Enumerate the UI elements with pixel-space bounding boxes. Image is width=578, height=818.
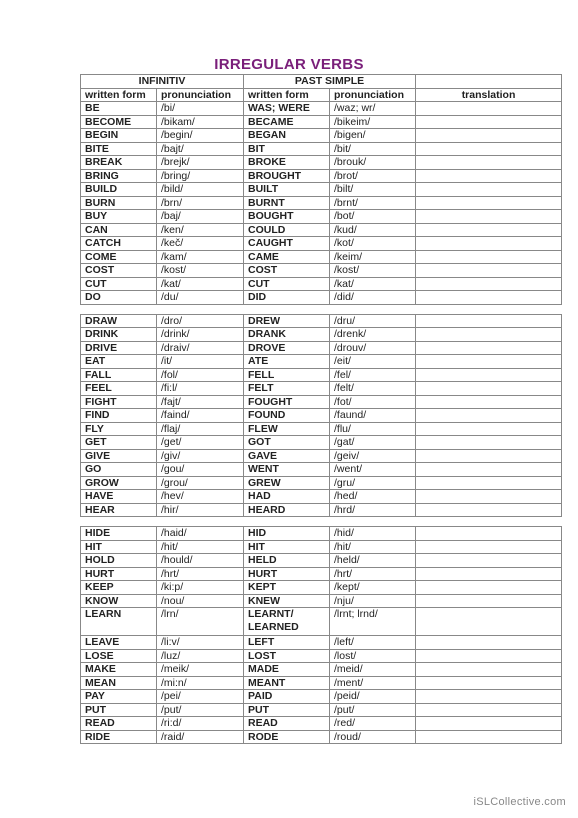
past-simple-cell: LEARNT/ LEARNED (244, 608, 330, 636)
infinitive-cell: DRAW (81, 314, 157, 328)
past-simple-cell: BROUGHT (244, 169, 330, 183)
infinitive-cell: GET (81, 436, 157, 450)
infinitive-cell: CAN (81, 223, 157, 237)
table-row (81, 277, 562, 291)
infinitive-cell: LEARN (81, 608, 157, 636)
translation-cell[interactable] (416, 527, 562, 541)
translation-cell[interactable] (416, 636, 562, 650)
infinitive-pronunciation-cell: /drink/ (157, 328, 244, 342)
past-pronunciation-cell: /put/ (330, 703, 416, 717)
translation-cell[interactable] (416, 129, 562, 143)
past-pronunciation-cell: /bilt/ (330, 183, 416, 197)
table-row (81, 314, 562, 328)
infinitive-cell: EAT (81, 355, 157, 369)
translation-cell[interactable] (416, 223, 562, 237)
infinitive-cell: CATCH (81, 237, 157, 251)
table-row (81, 156, 562, 170)
infinitive-cell: DO (81, 291, 157, 305)
translation-cell[interactable] (416, 422, 562, 436)
table-row (81, 129, 562, 143)
past-simple-cell: FELT (244, 382, 330, 396)
table-row (81, 196, 562, 210)
past-simple-cell: DRANK (244, 328, 330, 342)
separator-cell (330, 304, 416, 314)
infinitive-pronunciation-cell: /dro/ (157, 314, 244, 328)
past-pronunciation-cell: /roud/ (330, 730, 416, 744)
table-row (81, 730, 562, 744)
infinitive-cell: MEAN (81, 676, 157, 690)
past-simple-cell: GOT (244, 436, 330, 450)
table-row (81, 608, 562, 636)
infinitive-pronunciation-cell: /nou/ (157, 594, 244, 608)
past-pronunciation-cell: /brouk/ (330, 156, 416, 170)
table-row (81, 382, 562, 396)
infinitive-cell: BECOME (81, 115, 157, 129)
past-simple-cell: FELL (244, 368, 330, 382)
infinitive-pronunciation-cell: /ki:p/ (157, 581, 244, 595)
infinitive-cell: READ (81, 717, 157, 731)
infinitive-pronunciation-cell: /hrt/ (157, 567, 244, 581)
translation-header: translation (416, 88, 562, 102)
translation-cell[interactable] (416, 503, 562, 517)
translation-cell[interactable] (416, 676, 562, 690)
past-simple-cell: HIT (244, 540, 330, 554)
table-row (81, 490, 562, 504)
infinitive-cell: CUT (81, 277, 157, 291)
translation-cell[interactable] (416, 368, 562, 382)
table-row (81, 594, 562, 608)
past-simple-cell: HELD (244, 554, 330, 568)
table-row (81, 663, 562, 677)
table-row (81, 503, 562, 517)
past-pronunciation-header: pronunciation (330, 88, 416, 102)
table-row (81, 169, 562, 183)
infinitive-pronunciation-cell: /begin/ (157, 129, 244, 143)
infinitive-pronunciation-cell: /kost/ (157, 264, 244, 278)
infinitive-cell: BREAK (81, 156, 157, 170)
infinitive-cell: HEAR (81, 503, 157, 517)
translation-cell[interactable] (416, 463, 562, 477)
past-pronunciation-cell: /drenk/ (330, 328, 416, 342)
table-row (81, 183, 562, 197)
past-simple-cell: LEFT (244, 636, 330, 650)
past-pronunciation-cell: /waz; wr/ (330, 102, 416, 116)
infinitive-cell: BITE (81, 142, 157, 156)
past-pronunciation-cell: /hid/ (330, 527, 416, 541)
infinitive-pronunciation-cell: /kam/ (157, 250, 244, 264)
translation-cell[interactable] (416, 717, 562, 731)
translation-cell[interactable] (416, 250, 562, 264)
separator-cell (81, 517, 157, 527)
past-pronunciation-cell: /did/ (330, 291, 416, 305)
past-simple-cell: PUT (244, 703, 330, 717)
past-pronunciation-cell: /eit/ (330, 355, 416, 369)
table-row (81, 476, 562, 490)
translation-cell[interactable] (416, 730, 562, 744)
separator-cell (416, 517, 562, 527)
table-row (81, 540, 562, 554)
table-row (81, 409, 562, 423)
verbs-table (80, 74, 562, 744)
past-pronunciation-cell: /nju/ (330, 594, 416, 608)
infinitive-cell: BURN (81, 196, 157, 210)
table-row (81, 449, 562, 463)
translation-cell[interactable] (416, 382, 562, 396)
infinitive-cell: DRINK (81, 328, 157, 342)
past-pronunciation-cell: /red/ (330, 717, 416, 731)
past-simple-cell: HEARD (244, 503, 330, 517)
past-simple-cell: HURT (244, 567, 330, 581)
translation-cell[interactable] (416, 409, 562, 423)
table-row (81, 717, 562, 731)
past-pronunciation-cell: /kost/ (330, 264, 416, 278)
table-row (81, 649, 562, 663)
past-pronunciation-cell: /bikeim/ (330, 115, 416, 129)
past-pronunciation-cell: /hrd/ (330, 503, 416, 517)
past-simple-cell: WAS; WERE (244, 102, 330, 116)
past-simple-cell: BECAME (244, 115, 330, 129)
past-simple-cell: PAID (244, 690, 330, 704)
infinitive-cell: BUILD (81, 183, 157, 197)
infinitive-pronunciation-cell: /baj/ (157, 210, 244, 224)
separator-cell (244, 517, 330, 527)
table-row (81, 368, 562, 382)
past-pronunciation-cell: /lost/ (330, 649, 416, 663)
infinitive-pronunciation-cell: /bi/ (157, 102, 244, 116)
past-simple-cell: MADE (244, 663, 330, 677)
translation-cell[interactable] (416, 328, 562, 342)
past-simple-cell: HID (244, 527, 330, 541)
translation-cell[interactable] (416, 663, 562, 677)
past-pronunciation-cell: /hit/ (330, 540, 416, 554)
table-row (81, 703, 562, 717)
translation-cell[interactable] (416, 649, 562, 663)
separator-cell (81, 304, 157, 314)
pronunciation-header: pronunciation (157, 88, 244, 102)
infinitive-cell: COME (81, 250, 157, 264)
past-simple-cell: DID (244, 291, 330, 305)
table-row (81, 355, 562, 369)
past-simple-cell: WENT (244, 463, 330, 477)
group-separator (81, 304, 562, 314)
table-row (81, 223, 562, 237)
past-simple-cell: BEGAN (244, 129, 330, 143)
translation-cell[interactable] (416, 436, 562, 450)
past-pronunciation-cell: /went/ (330, 463, 416, 477)
past-simple-cell: COULD (244, 223, 330, 237)
past-simple-cell: CAME (244, 250, 330, 264)
infinitive-cell: LOSE (81, 649, 157, 663)
past-pronunciation-cell: /left/ (330, 636, 416, 650)
past-simple-cell: KEPT (244, 581, 330, 595)
past-simple-cell: FOUND (244, 409, 330, 423)
infinitive-pronunciation-cell: /put/ (157, 703, 244, 717)
infinitive-pronunciation-cell: /ken/ (157, 223, 244, 237)
infinitive-cell: BUY (81, 210, 157, 224)
infinitive-cell: RIDE (81, 730, 157, 744)
past-pronunciation-cell: /fot/ (330, 395, 416, 409)
infinitive-pronunciation-cell: /fajt/ (157, 395, 244, 409)
past-simple-cell: LOST (244, 649, 330, 663)
table-row (81, 102, 562, 116)
infinitive-cell: GO (81, 463, 157, 477)
infinitive-cell: HIT (81, 540, 157, 554)
group-separator (81, 517, 562, 527)
infinitive-pronunciation-cell: /pei/ (157, 690, 244, 704)
infinitive-pronunciation-cell: /keč/ (157, 237, 244, 251)
translation-cell[interactable] (416, 314, 562, 328)
past-pronunciation-cell: /kot/ (330, 237, 416, 251)
infinitive-cell: GIVE (81, 449, 157, 463)
past-simple-cell: READ (244, 717, 330, 731)
translation-spacer-cell (416, 75, 562, 89)
table-row (81, 115, 562, 129)
infinitive-pronunciation-cell: /grou/ (157, 476, 244, 490)
translation-cell[interactable] (416, 277, 562, 291)
translation-cell[interactable] (416, 196, 562, 210)
infinitive-pronunciation-cell: /raid/ (157, 730, 244, 744)
separator-cell (157, 517, 244, 527)
translation-cell[interactable] (416, 554, 562, 568)
past-pronunciation-cell: /keim/ (330, 250, 416, 264)
table-row (81, 395, 562, 409)
infinitive-cell: MAKE (81, 663, 157, 677)
infinitive-pronunciation-cell: /bild/ (157, 183, 244, 197)
infinitive-cell: FEEL (81, 382, 157, 396)
infinitive-pronunciation-cell: /meik/ (157, 663, 244, 677)
translation-cell[interactable] (416, 183, 562, 197)
translation-cell[interactable] (416, 449, 562, 463)
table-row (81, 554, 562, 568)
infinitive-cell: KNOW (81, 594, 157, 608)
translation-cell[interactable] (416, 142, 562, 156)
infinitive-cell: PUT (81, 703, 157, 717)
translation-cell[interactable] (416, 237, 562, 251)
infinitive-pronunciation-cell: /bajt/ (157, 142, 244, 156)
past-pronunciation-cell: /bot/ (330, 210, 416, 224)
infinitive-pronunciation-cell: /fol/ (157, 368, 244, 382)
past-simple-cell: HAD (244, 490, 330, 504)
past-simple-cell: FLEW (244, 422, 330, 436)
table-row (81, 291, 562, 305)
past-pronunciation-cell: /faund/ (330, 409, 416, 423)
infinitive-pronunciation-cell: /brn/ (157, 196, 244, 210)
past-pronunciation-cell: /gru/ (330, 476, 416, 490)
past-pronunciation-cell: /bit/ (330, 142, 416, 156)
infinitive-cell: FALL (81, 368, 157, 382)
translation-cell[interactable] (416, 102, 562, 116)
infinitive-cell: HIDE (81, 527, 157, 541)
past-written-form-header: written form (244, 88, 330, 102)
infinitive-pronunciation-cell: /get/ (157, 436, 244, 450)
separator-cell (330, 517, 416, 527)
past-pronunciation-cell: /drouv/ (330, 341, 416, 355)
past-pronunciation-cell: /brnt/ (330, 196, 416, 210)
past-simple-cell: MEANT (244, 676, 330, 690)
translation-cell[interactable] (416, 567, 562, 581)
infinitive-pronunciation-cell: /bikam/ (157, 115, 244, 129)
past-pronunciation-cell: /meid/ (330, 663, 416, 677)
translation-cell[interactable] (416, 355, 562, 369)
translation-cell[interactable] (416, 690, 562, 704)
past-pronunciation-cell: /dru/ (330, 314, 416, 328)
written-form-header: written form (81, 88, 157, 102)
table-row (81, 422, 562, 436)
past-simple-cell: KNEW (244, 594, 330, 608)
infinitive-cell: BEGIN (81, 129, 157, 143)
infinitive-cell: HAVE (81, 490, 157, 504)
translation-cell[interactable] (416, 169, 562, 183)
table-row (81, 527, 562, 541)
infinitive-pronunciation-cell: /giv/ (157, 449, 244, 463)
infinitive-cell: COST (81, 264, 157, 278)
infinitive-cell: BRING (81, 169, 157, 183)
infinitive-cell: FIGHT (81, 395, 157, 409)
infinitive-pronunciation-cell: /ri:d/ (157, 717, 244, 731)
table-row (81, 463, 562, 477)
table-row (81, 581, 562, 595)
table-row (81, 567, 562, 581)
past-simple-header: PAST SIMPLE (244, 75, 416, 89)
table-row (81, 436, 562, 450)
past-simple-cell: DROVE (244, 341, 330, 355)
infinitive-pronunciation-cell: /gou/ (157, 463, 244, 477)
past-pronunciation-cell: /kat/ (330, 277, 416, 291)
separator-cell (244, 304, 330, 314)
infinitive-pronunciation-cell: /bring/ (157, 169, 244, 183)
past-simple-cell: BIT (244, 142, 330, 156)
infinitiv-header: INFINITIV (81, 75, 244, 89)
translation-cell[interactable] (416, 341, 562, 355)
infinitive-cell: BE (81, 102, 157, 116)
past-simple-cell: RODE (244, 730, 330, 744)
past-pronunciation-cell: /ment/ (330, 676, 416, 690)
past-pronunciation-cell: /flu/ (330, 422, 416, 436)
infinitive-pronunciation-cell: /brejk/ (157, 156, 244, 170)
past-simple-cell: ATE (244, 355, 330, 369)
past-pronunciation-cell: /bigen/ (330, 129, 416, 143)
past-simple-cell: CAUGHT (244, 237, 330, 251)
past-pronunciation-cell: /felt/ (330, 382, 416, 396)
infinitive-pronunciation-cell: /flaj/ (157, 422, 244, 436)
table-row (81, 210, 562, 224)
past-pronunciation-cell: /geiv/ (330, 449, 416, 463)
past-simple-cell: BURNT (244, 196, 330, 210)
past-pronunciation-cell: /hed/ (330, 490, 416, 504)
infinitive-pronunciation-cell: /hev/ (157, 490, 244, 504)
translation-cell[interactable] (416, 594, 562, 608)
past-simple-cell: BROKE (244, 156, 330, 170)
translation-cell[interactable] (416, 291, 562, 305)
table-row (81, 237, 562, 251)
past-simple-cell: FOUGHT (244, 395, 330, 409)
past-simple-cell: GAVE (244, 449, 330, 463)
header-row-groups (81, 75, 562, 89)
infinitive-cell: LEAVE (81, 636, 157, 650)
infinitive-cell: HURT (81, 567, 157, 581)
translation-cell[interactable] (416, 703, 562, 717)
separator-cell (416, 304, 562, 314)
past-pronunciation-cell: /kud/ (330, 223, 416, 237)
past-pronunciation-cell: /brot/ (330, 169, 416, 183)
infinitive-cell: FIND (81, 409, 157, 423)
infinitive-pronunciation-cell: /faind/ (157, 409, 244, 423)
table-row (81, 676, 562, 690)
table-row (81, 142, 562, 156)
infinitive-pronunciation-cell: /li:v/ (157, 636, 244, 650)
translation-cell[interactable] (416, 264, 562, 278)
infinitive-pronunciation-cell: /hould/ (157, 554, 244, 568)
table-row (81, 250, 562, 264)
footer-watermark: iSLCollective.com (473, 796, 566, 808)
infinitive-cell: KEEP (81, 581, 157, 595)
past-simple-cell: DREW (244, 314, 330, 328)
past-simple-cell: BUILT (244, 183, 330, 197)
table-row (81, 690, 562, 704)
infinitive-cell: PAY (81, 690, 157, 704)
past-pronunciation-cell: /hrt/ (330, 567, 416, 581)
past-pronunciation-cell: /held/ (330, 554, 416, 568)
infinitive-pronunciation-cell: /du/ (157, 291, 244, 305)
verbs-table-body (81, 75, 562, 744)
translation-cell[interactable] (416, 608, 562, 636)
past-pronunciation-cell: /peid/ (330, 690, 416, 704)
infinitive-pronunciation-cell: /lrn/ (157, 608, 244, 636)
infinitive-cell: DRIVE (81, 341, 157, 355)
infinitive-cell: FLY (81, 422, 157, 436)
infinitive-pronunciation-cell: /kat/ (157, 277, 244, 291)
infinitive-pronunciation-cell: /hir/ (157, 503, 244, 517)
past-pronunciation-cell: /kept/ (330, 581, 416, 595)
header-row-columns (81, 88, 562, 102)
past-pronunciation-cell: /fel/ (330, 368, 416, 382)
table-row (81, 636, 562, 650)
separator-cell (157, 304, 244, 314)
past-simple-cell: CUT (244, 277, 330, 291)
translation-cell[interactable] (416, 156, 562, 170)
past-simple-cell: GREW (244, 476, 330, 490)
translation-cell[interactable] (416, 210, 562, 224)
infinitive-pronunciation-cell: /it/ (157, 355, 244, 369)
table-row (81, 341, 562, 355)
infinitive-cell: GROW (81, 476, 157, 490)
infinitive-pronunciation-cell: /draiv/ (157, 341, 244, 355)
translation-cell[interactable] (416, 581, 562, 595)
table-row (81, 328, 562, 342)
page-title: IRREGULAR VERBS (214, 56, 364, 73)
past-pronunciation-cell: /lrnt; lrnd/ (330, 608, 416, 636)
infinitive-pronunciation-cell: /hit/ (157, 540, 244, 554)
past-simple-cell: COST (244, 264, 330, 278)
translation-cell[interactable] (416, 115, 562, 129)
translation-cell[interactable] (416, 490, 562, 504)
translation-cell[interactable] (416, 540, 562, 554)
infinitive-pronunciation-cell: /haid/ (157, 527, 244, 541)
infinitive-cell: HOLD (81, 554, 157, 568)
translation-cell[interactable] (416, 476, 562, 490)
infinitive-pronunciation-cell: /luz/ (157, 649, 244, 663)
translation-cell[interactable] (416, 395, 562, 409)
infinitive-pronunciation-cell: /fi:l/ (157, 382, 244, 396)
past-simple-cell: BOUGHT (244, 210, 330, 224)
past-pronunciation-cell: /gat/ (330, 436, 416, 450)
infinitive-pronunciation-cell: /mi:n/ (157, 676, 244, 690)
table-row (81, 264, 562, 278)
